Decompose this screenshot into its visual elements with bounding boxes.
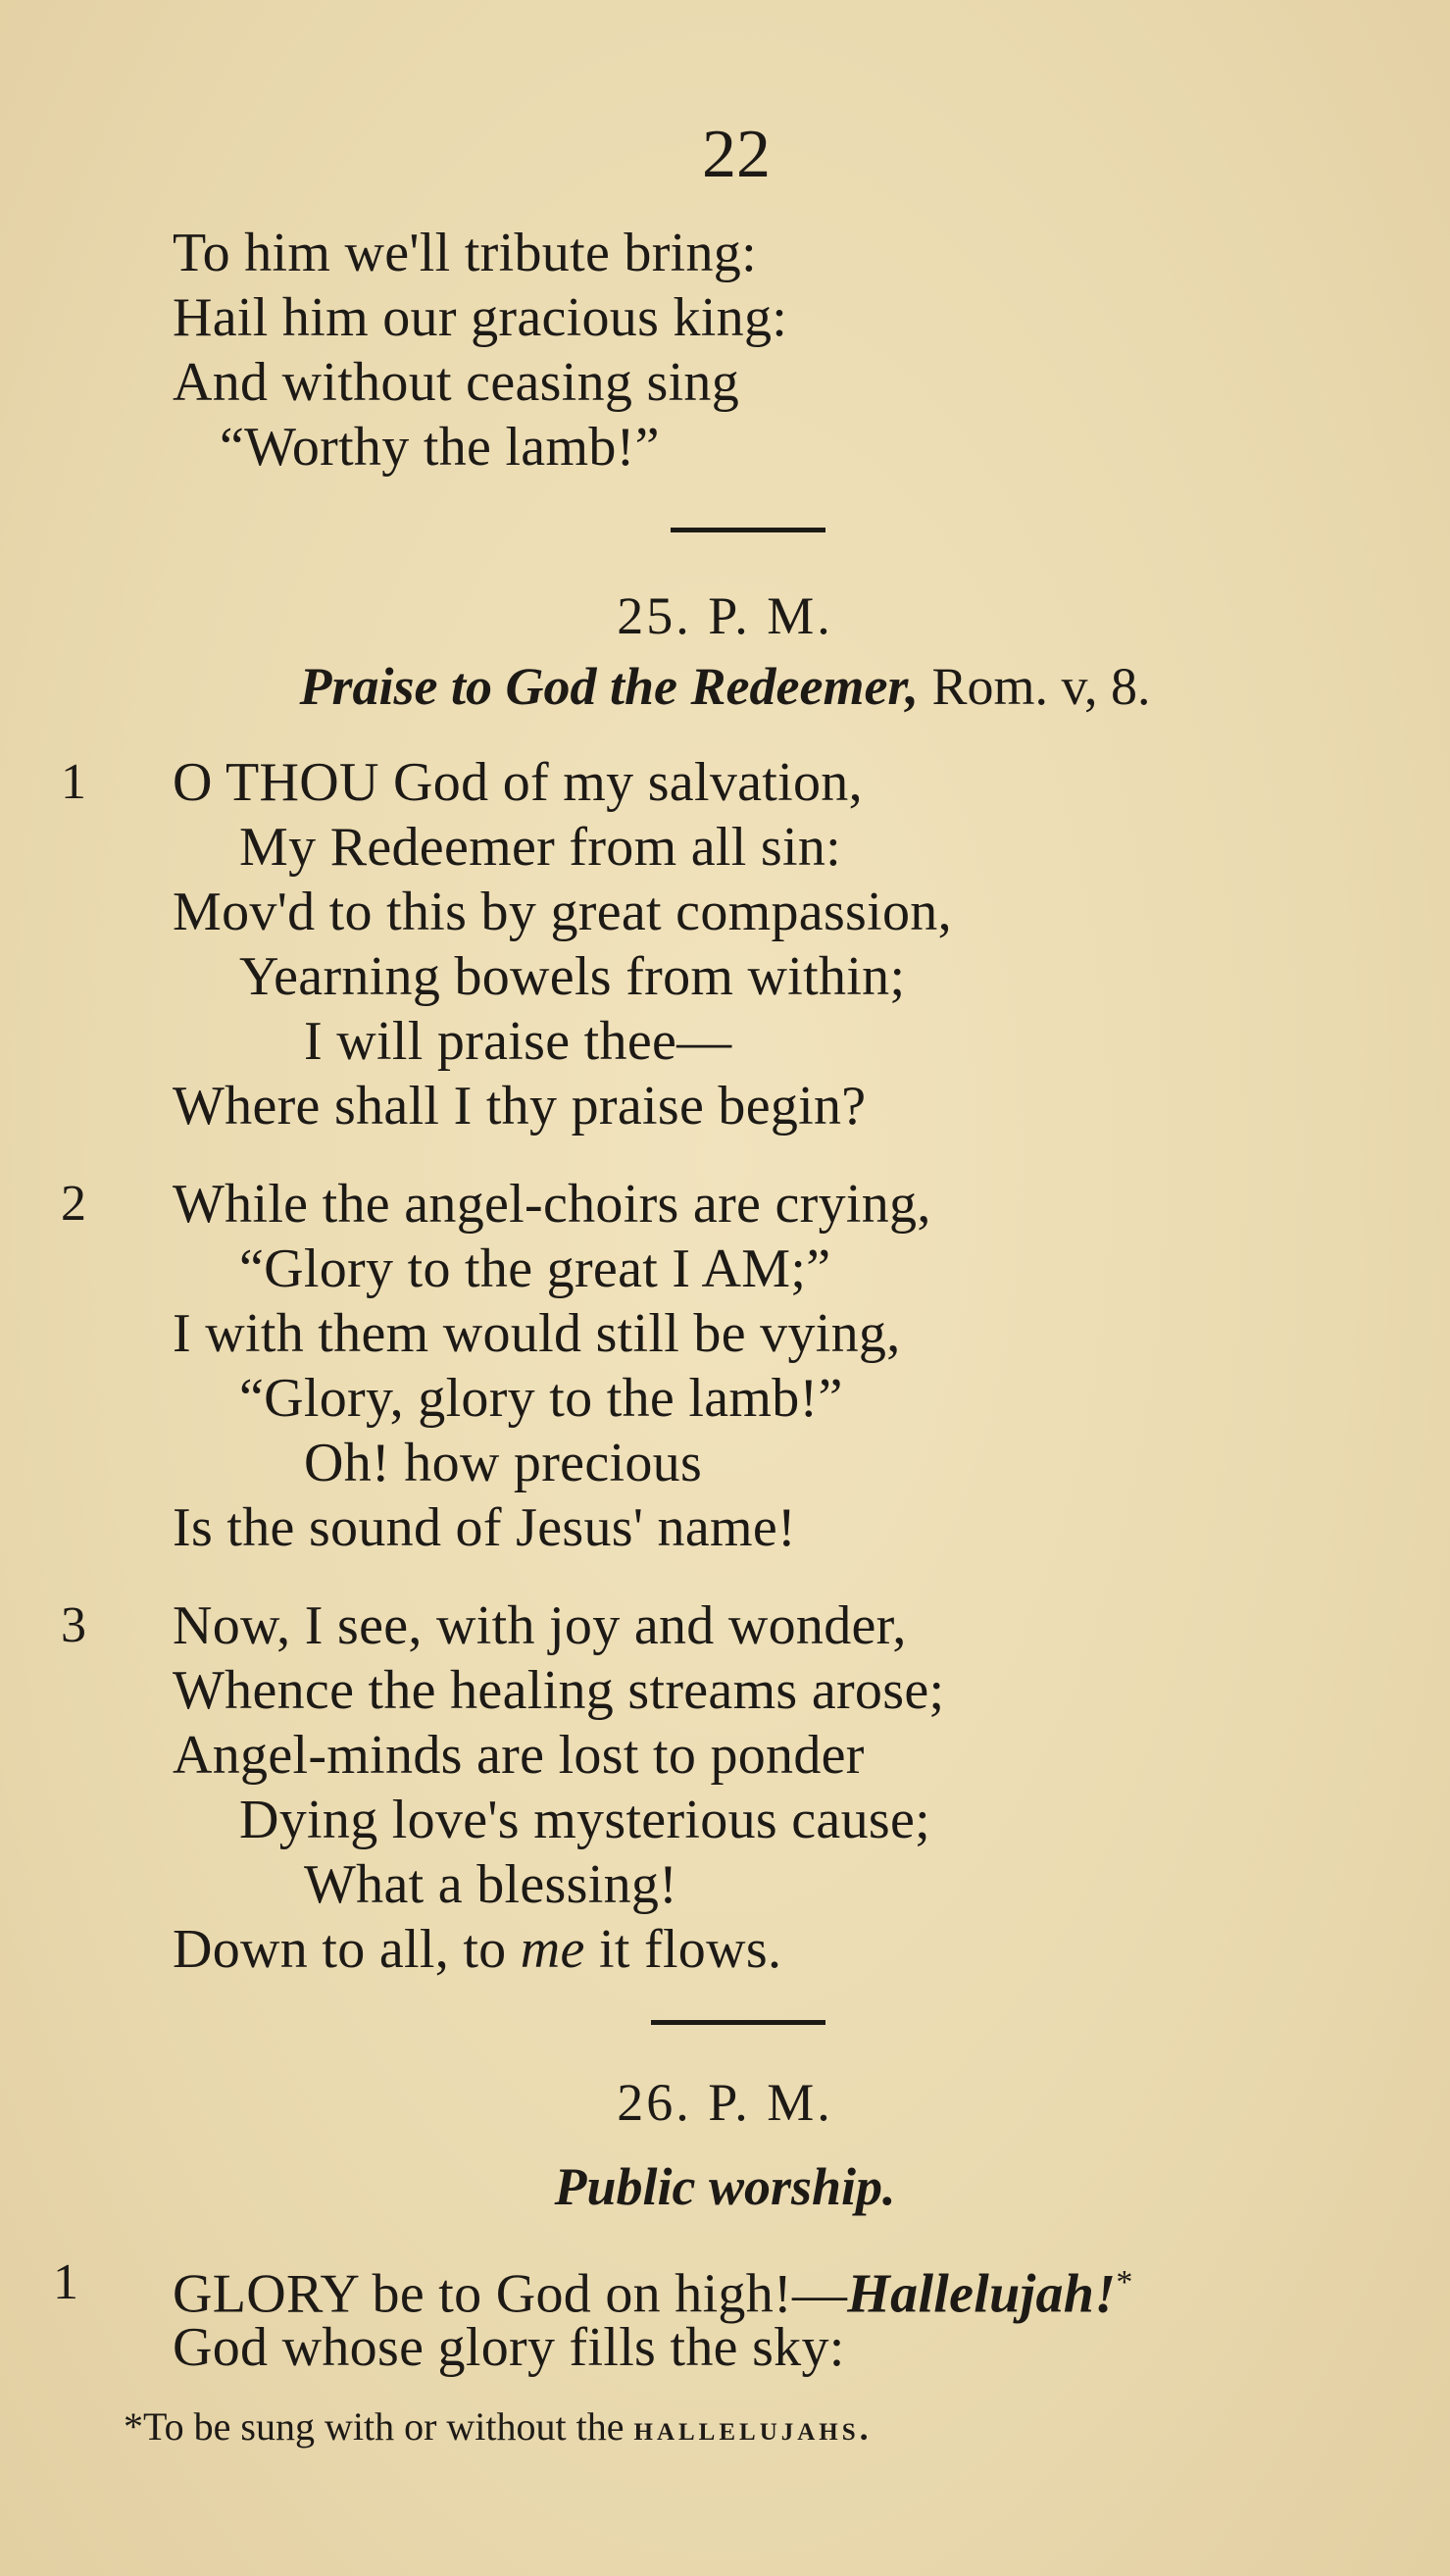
page-number: 22	[702, 117, 771, 192]
verse-line: “Glory to the great I AM;”	[239, 1238, 831, 1299]
footnote	[124, 2402, 873, 2452]
section-divider	[651, 2020, 825, 2025]
verse-line: I with them would still be vying,	[173, 1303, 901, 1364]
hymn-title	[0, 655, 1450, 718]
verse-line: Oh! how precious	[304, 1433, 703, 1493]
hymn-scripture-ref: Rom. v, 8.	[918, 657, 1151, 716]
stanza-number: 2	[61, 1176, 86, 1232]
verse-line: “Glory, glory to the lamb!”	[239, 1368, 843, 1429]
verse-line: While the angel-choirs are crying,	[173, 1174, 931, 1235]
verse-emphasis: Hallelujah!	[847, 2263, 1117, 2325]
verse-line: O THOU God of my salvation,	[173, 752, 863, 813]
stanza-number: 3	[61, 1597, 86, 1653]
hymn-heading: 26. P. M.	[617, 2073, 833, 2132]
verse-text: Down to all, to	[173, 1919, 521, 1980]
footnote-smallcaps: hallelujahs.	[633, 2408, 873, 2448]
hymn-title-italic: Praise to God the Redeemer,	[299, 657, 919, 716]
verse-line: Dying love's mysterious cause;	[239, 1790, 930, 1850]
verse-line: God whose glory fills the sky:	[173, 2317, 845, 2378]
verse-line	[173, 1918, 781, 1981]
verse-line: I will praise thee—	[304, 1011, 732, 1072]
verse-line: What a blessing!	[304, 1854, 678, 1915]
verse-line: And without ceasing sing	[173, 352, 740, 413]
verse-line: Is the sound of Jesus' name!	[173, 1497, 796, 1558]
footnote-mark: *	[1116, 2264, 1133, 2300]
hymn-title	[0, 2155, 1450, 2218]
verse-line: Hail him our gracious king:	[173, 287, 788, 348]
verse-line: Now, I see, with joy and wonder,	[173, 1595, 907, 1656]
verse-line: Where shall I thy praise begin?	[173, 1076, 867, 1136]
stanza-number: 1	[53, 2254, 78, 2310]
verse-line: My Redeemer from all sin:	[239, 817, 842, 878]
verse-line	[173, 2251, 1133, 2326]
hymn-heading: 25. P. M.	[617, 586, 833, 645]
verse-line: To him we'll tribute bring:	[173, 223, 757, 283]
hymn-title-italic: Public worship.	[554, 2157, 896, 2216]
section-divider	[671, 528, 825, 532]
verse-line: Angel-minds are lost to ponder	[173, 1725, 865, 1786]
verse-line: Yearning bowels from within;	[239, 946, 906, 1007]
verse-line: “Worthy the lamb!”	[220, 417, 660, 478]
verse-line: Mov'd to this by great compassion,	[173, 882, 952, 942]
footnote-text: *To be sung with or without the	[124, 2404, 634, 2449]
verse-line: Whence the healing streams arose;	[173, 1660, 945, 1721]
verse-emphasis: me	[520, 1919, 585, 1980]
stanza-number: 1	[61, 754, 86, 810]
verse-text: GLORY be to God on high!—	[173, 2263, 848, 2325]
verse-text: it flows.	[584, 1919, 782, 1980]
